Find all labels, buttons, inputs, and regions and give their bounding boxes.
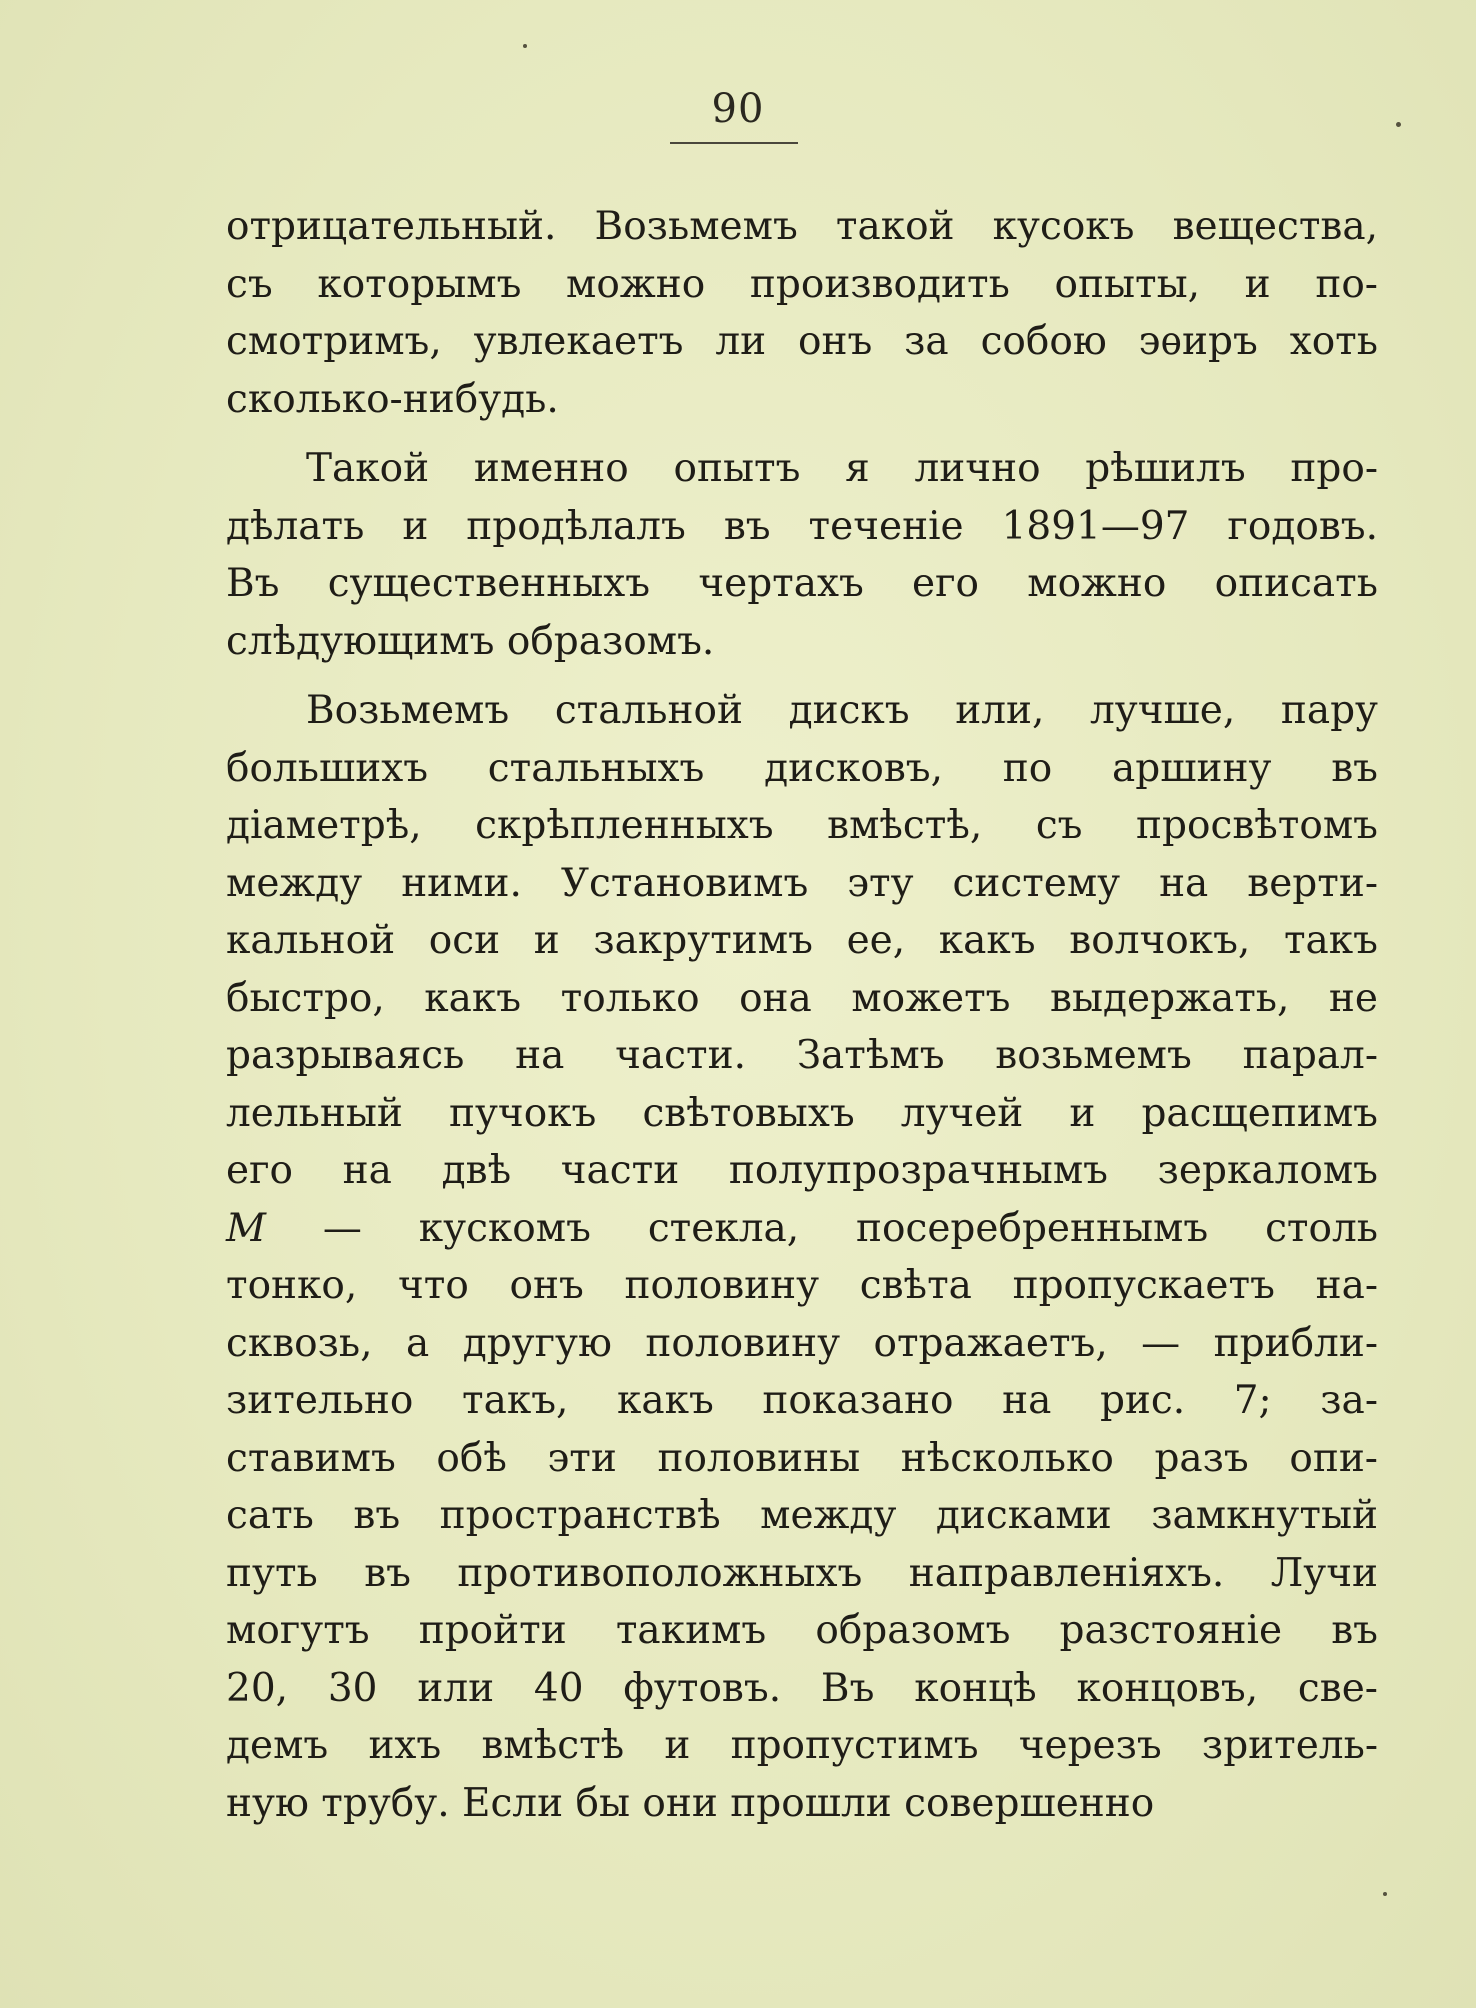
text-line: M — кускомъ стекла, посеребреннымъ столь — [226, 1205, 1378, 1251]
text-line: путь въ противоположныхъ направленіяхъ. Лучи — [226, 1550, 1378, 1596]
paragraph-gap — [226, 670, 1378, 682]
text-line: лельный пучокъ свѣтовыхъ лучей и расщепимъ — [226, 1090, 1378, 1136]
text-line: ставимъ обѣ эти половины нѣсколько разъ опи- — [226, 1435, 1378, 1481]
text-line: разрываясь на части. Затѣмъ возьмемъ парал- — [226, 1033, 1378, 1078]
text-line: Такой именно опытъ я лично рѣшилъ про- — [306, 446, 1378, 491]
paper-speck — [523, 44, 527, 48]
text-line: сать въ пространствѣ между дисками замкнутый — [226, 1493, 1378, 1538]
paper-speck — [1396, 122, 1401, 127]
body-text — [226, 198, 1378, 1832]
text-line: Возьмемъ стальной дискъ или, лучше, пару — [306, 688, 1378, 733]
text-line: зительно такъ, какъ показано на рис. 7; за- — [226, 1378, 1378, 1423]
paper-speck — [1383, 1892, 1387, 1896]
paragraph-gap — [226, 428, 1378, 440]
text-line: между ними. Установимъ эту систему на верти- — [226, 860, 1378, 906]
text-line: дѣлать и продѣлалъ въ теченіе 1891—97 годовъ. — [226, 503, 1378, 549]
text-line: быстро, какъ только она можетъ выдержать, не — [226, 975, 1378, 1021]
paragraph — [226, 440, 1378, 670]
text-line: сколько-нибудь. — [226, 376, 559, 422]
text-line: ную трубу. Если бы они прошли совершенно — [226, 1780, 1155, 1826]
text-line: 20, 30 или 40 футовъ. Въ концѣ концовъ, све- — [226, 1665, 1378, 1711]
text-line: смотримъ, увлекаетъ ли онъ за собою эѳиръ хоть — [226, 319, 1378, 364]
paragraph — [226, 198, 1378, 428]
text-line: могутъ пройти такимъ образомъ разстояніе въ — [226, 1608, 1378, 1653]
text-line: большихъ стальныхъ дисковъ, по аршину въ — [226, 745, 1378, 791]
text-line: отрицательный. Возьмемъ такой кусокъ вещества, — [226, 204, 1378, 249]
text-line: слѣдующимъ образомъ. — [226, 618, 715, 664]
text-line: сквозь, а другую половину отражаетъ, — прибли- — [226, 1320, 1378, 1366]
text-line: Въ существенныхъ чертахъ его можно описать — [226, 561, 1378, 606]
page-number-rule — [670, 142, 798, 144]
text-line: съ которымъ можно производить опыты, и по- — [226, 261, 1378, 307]
text-line: тонко, что онъ половину свѣта пропускаетъ на- — [226, 1263, 1378, 1308]
mirror-label: M — [226, 1205, 266, 1251]
text-line: діаметрѣ, скрѣпленныхъ вмѣстѣ, съ просвѣтомъ — [226, 803, 1378, 848]
page-number: 90 — [711, 86, 765, 132]
text-line: кальной оси и закрутимъ ее, какъ волчокъ, такъ — [226, 918, 1378, 963]
paragraph — [226, 682, 1378, 1832]
text-line: демъ ихъ вмѣстѣ и пропустимъ черезъ зритель- — [226, 1723, 1378, 1768]
text-line: его на двѣ части полупрозрачнымъ зеркаломъ — [226, 1148, 1378, 1193]
